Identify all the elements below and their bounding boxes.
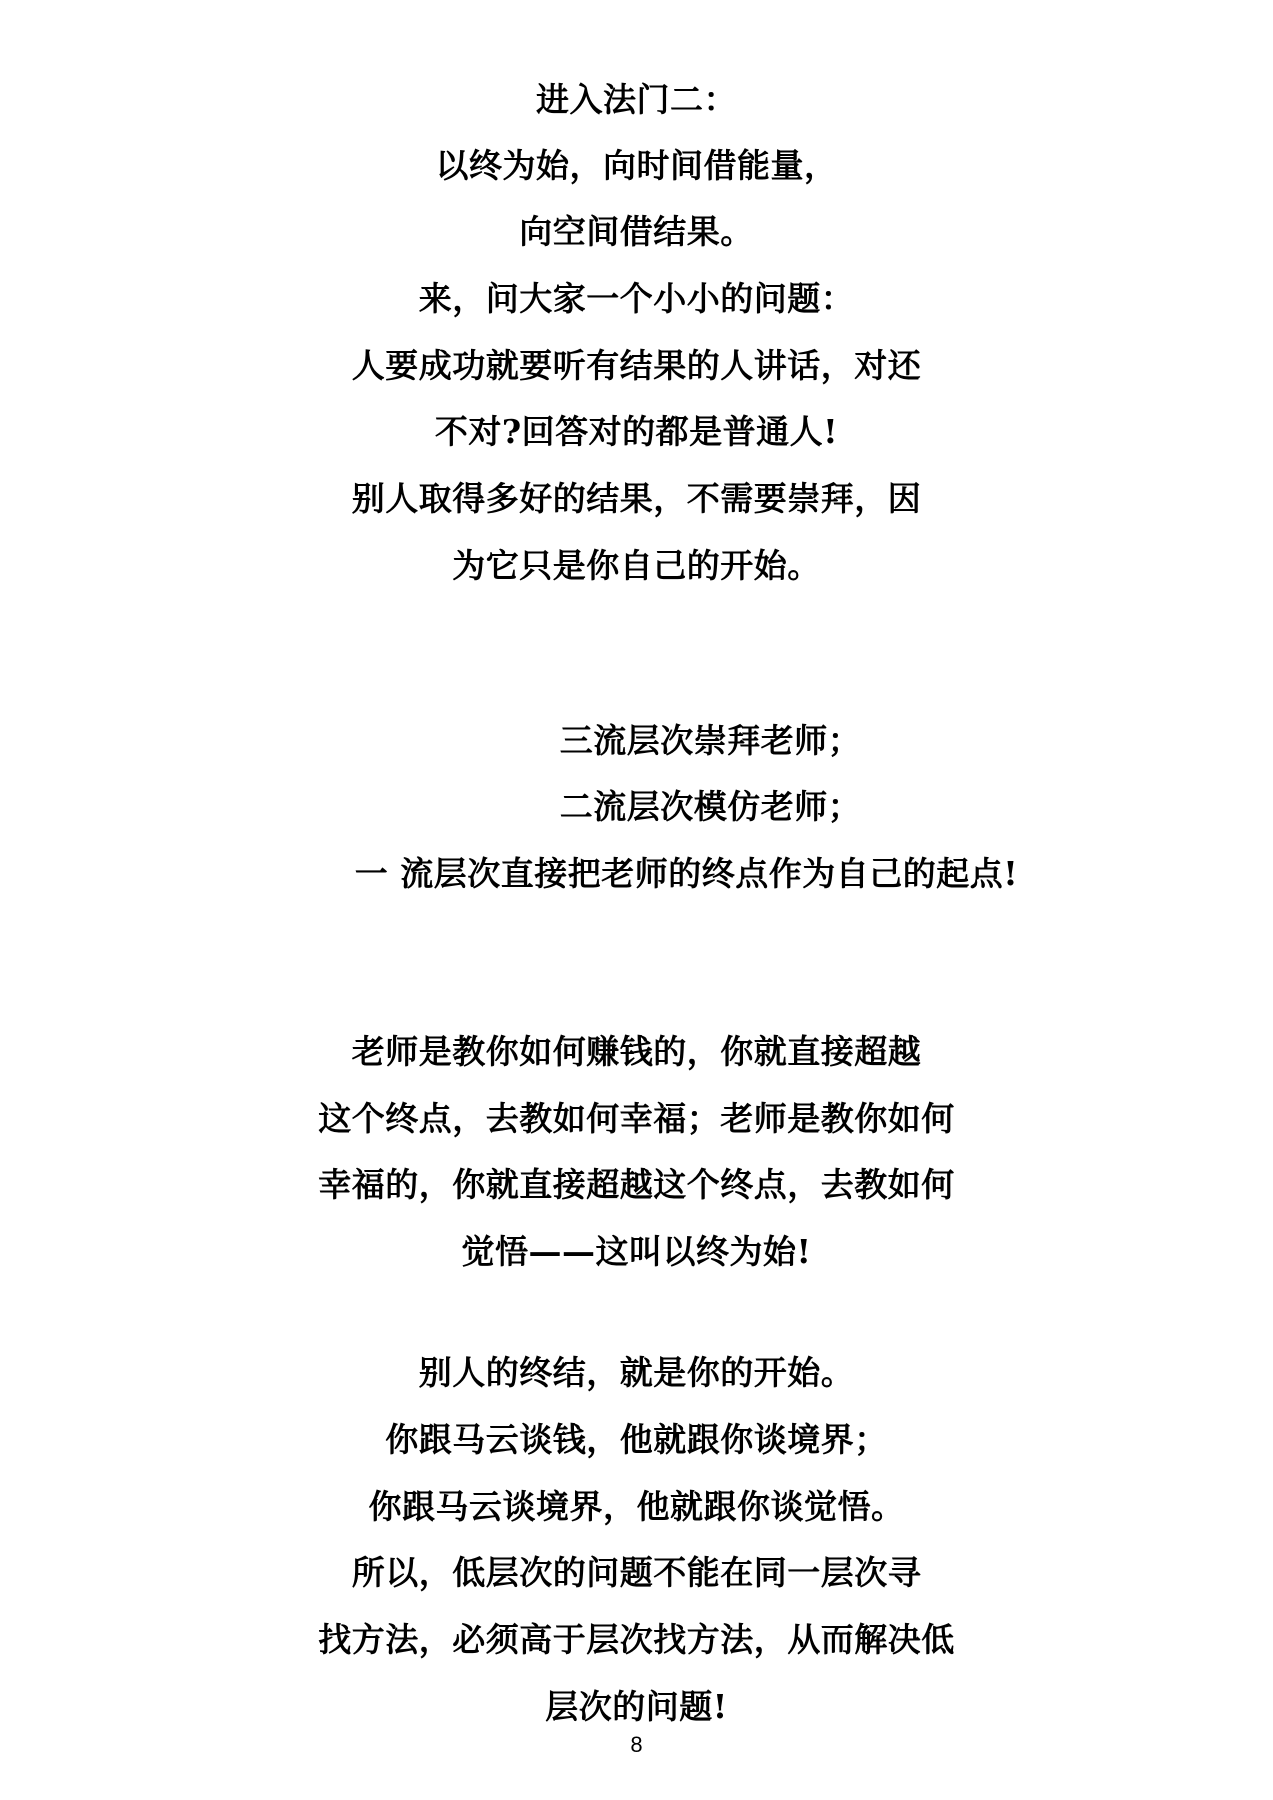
- text-line: 三流层次崇拜老师；: [559, 721, 862, 760]
- text-line: 这个终点，去教如何幸福；老师是教你如何: [318, 1099, 955, 1138]
- text-line: 觉悟——这叫以终为始!: [461, 1232, 812, 1271]
- text-line: 人要成功就要听有结果的人讲话，对还: [351, 346, 922, 385]
- page-number: 8: [630, 1732, 643, 1757]
- text-line: 幸福的，你就直接超越这个终点，去教如何: [318, 1165, 955, 1204]
- text-line: 找方法，必须高于层次找方法，从而解决低: [318, 1620, 955, 1659]
- text-line: 一 流层次直接把老师的终点作为自己的起点!: [354, 854, 1019, 893]
- text-line: 别人取得多好的结果，不需要崇拜，因: [351, 479, 922, 518]
- section-heading: 进入法门二：: [536, 80, 737, 119]
- text-line: 向空间借结果。: [519, 212, 754, 251]
- text-line: 所以，低层次的问题不能在同一层次寻: [351, 1553, 922, 1592]
- text-line: 层次的问题!: [545, 1687, 728, 1726]
- text-line: 二流层次模仿老师；: [559, 787, 862, 826]
- text-line: 以终为始，向时间借能量，: [435, 146, 838, 185]
- text-line: 为它只是你自己的开始。: [452, 546, 821, 585]
- text-line: 别人的终结，就是你的开始。: [418, 1353, 855, 1392]
- text-line: 你跟马云谈钱，他就跟你谈境界；: [385, 1420, 888, 1459]
- text-line: 老师是教你如何赚钱的，你就直接超越: [351, 1032, 922, 1071]
- text-line: 你跟马云谈境界，他就跟你谈觉悟。: [368, 1487, 905, 1526]
- text-line: 来，问大家一个小小的问题：: [418, 279, 855, 318]
- text-line: 不对?回答对的都是普通人!: [434, 412, 839, 451]
